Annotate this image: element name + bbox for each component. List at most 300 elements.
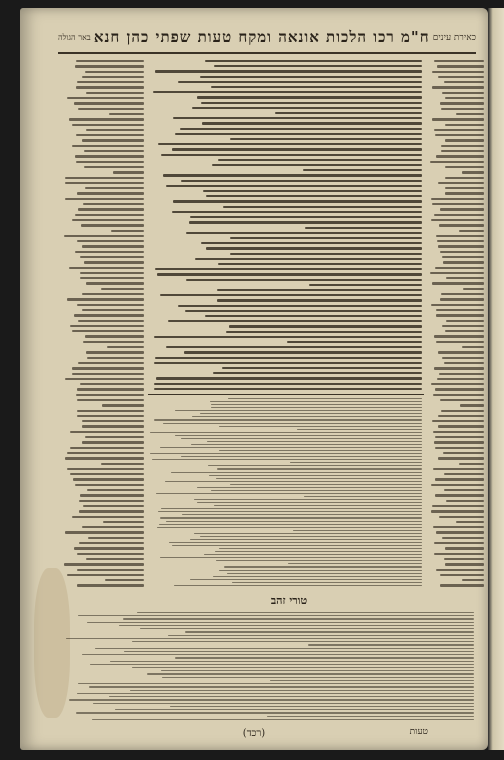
- text-line: [459, 230, 484, 232]
- text-line: [438, 351, 484, 353]
- text-line: [89, 686, 474, 687]
- text-line: [441, 293, 484, 295]
- text-line: [442, 256, 485, 258]
- text-line: [200, 413, 422, 414]
- text-line: [439, 224, 484, 226]
- text-line: [444, 81, 484, 83]
- text-line: [436, 569, 484, 571]
- text-line: [230, 237, 422, 239]
- text-line: [160, 447, 422, 448]
- text-line: [170, 706, 474, 707]
- text-line: [77, 240, 144, 242]
- text-line: [442, 325, 484, 327]
- text-line: [194, 499, 422, 500]
- text-line: [211, 407, 422, 408]
- text-line: [223, 206, 422, 208]
- text-line: [442, 357, 484, 359]
- text-line: [431, 484, 484, 486]
- text-line: [165, 481, 422, 482]
- text-line: [75, 251, 144, 253]
- text-line: [109, 696, 474, 697]
- text-line: [437, 378, 484, 380]
- text-line: [219, 548, 422, 549]
- text-line: [166, 521, 422, 522]
- text-line: [456, 521, 484, 523]
- commentary-column-right: [430, 60, 484, 590]
- text-line: [78, 320, 144, 322]
- text-line: [78, 615, 474, 616]
- text-line: [456, 113, 484, 115]
- text-line: [157, 527, 422, 528]
- text-line: [123, 618, 475, 619]
- text-line: [305, 227, 422, 229]
- text-line: [73, 478, 144, 480]
- text-line: [105, 579, 144, 581]
- text-line: [435, 478, 484, 480]
- text-line: [150, 432, 422, 433]
- text-line: [437, 65, 484, 67]
- text-line: [211, 490, 422, 491]
- text-line: [168, 320, 422, 322]
- text-line: [78, 362, 144, 364]
- commentary-column-left: [64, 60, 144, 590]
- text-line: [434, 553, 484, 555]
- text-line: [155, 357, 422, 359]
- text-line: [82, 425, 144, 427]
- text-line: [77, 584, 144, 586]
- text-line: [86, 92, 144, 94]
- text-line: [440, 298, 484, 300]
- text-line: [171, 472, 422, 473]
- text-line: [154, 388, 422, 390]
- text-line: [153, 91, 422, 93]
- text-line: [69, 118, 144, 120]
- text-line: [207, 441, 422, 442]
- text-line: [230, 253, 422, 255]
- text-line: [211, 86, 422, 88]
- text-line: [434, 60, 484, 62]
- text-line: [86, 282, 144, 284]
- text-line: [178, 305, 422, 307]
- text-line: [175, 657, 474, 658]
- text-line: [195, 258, 422, 260]
- text-line: [101, 288, 144, 290]
- text-line: [185, 310, 422, 312]
- text-line: [72, 145, 144, 147]
- text-line: [181, 438, 422, 439]
- text-line: [76, 86, 144, 88]
- text-line: [288, 563, 422, 564]
- text-line: [290, 462, 422, 463]
- text-line: [158, 143, 422, 145]
- text-line: [201, 102, 422, 104]
- text-line: [67, 468, 144, 470]
- text-line: [185, 631, 475, 632]
- text-line: [113, 171, 144, 173]
- text-line: [459, 463, 484, 465]
- text-line: [434, 542, 484, 544]
- text-line: [218, 263, 422, 265]
- text-line: [446, 277, 484, 279]
- text-line: [160, 557, 422, 558]
- text-line: [81, 224, 144, 226]
- text-line: [434, 441, 484, 443]
- text-line: [190, 216, 422, 218]
- text-line: [77, 410, 144, 412]
- outer-note: באר הגולה: [58, 32, 91, 42]
- text-line: [438, 415, 484, 417]
- text-line: [77, 304, 144, 306]
- text-line: [109, 113, 144, 115]
- text-line: [181, 456, 422, 457]
- text-line: [430, 272, 484, 274]
- text-line: [110, 661, 474, 662]
- text-line: [182, 514, 422, 515]
- text-line: [154, 336, 422, 338]
- text-line: [192, 416, 422, 417]
- text-line: [67, 298, 144, 300]
- text-line: [191, 444, 422, 445]
- text-line: [78, 208, 144, 210]
- text-line: [430, 161, 484, 163]
- text-line: [130, 690, 474, 691]
- text-line: [436, 341, 484, 343]
- text-line: [163, 423, 422, 424]
- text-line: [64, 563, 144, 565]
- text-line: [67, 574, 144, 576]
- text-line: [70, 473, 144, 475]
- text-line: [172, 545, 422, 546]
- text-line: [226, 331, 422, 333]
- text-line: [438, 457, 484, 459]
- text-line: [75, 484, 144, 486]
- text-line: [434, 129, 484, 131]
- text-line: [76, 134, 144, 136]
- text-line: [219, 450, 422, 451]
- text-line: [189, 221, 422, 223]
- text-line: [162, 677, 474, 678]
- text-line: [435, 388, 484, 390]
- text-line: [194, 533, 422, 534]
- text-line: [160, 294, 422, 296]
- text-line: [438, 182, 484, 184]
- text-line: [214, 65, 422, 67]
- text-line: [431, 198, 484, 200]
- text-line: [440, 399, 484, 401]
- text-line: [93, 703, 474, 704]
- text-line: [232, 582, 422, 583]
- text-line: [85, 436, 144, 438]
- text-line: [76, 161, 144, 163]
- text-line: [154, 419, 422, 420]
- text-line: [75, 214, 144, 216]
- text-line: [174, 585, 422, 586]
- text-line: [72, 373, 144, 375]
- text-line: [217, 299, 422, 301]
- text-line: [80, 277, 144, 279]
- text-line: [80, 494, 144, 496]
- text-line: [435, 494, 484, 496]
- text-line: [137, 612, 475, 613]
- text-line: [431, 304, 484, 306]
- text-line: [445, 166, 484, 168]
- text-line: [78, 108, 144, 110]
- text-line: [85, 335, 144, 337]
- text-line: [439, 373, 484, 375]
- text-line: [440, 102, 484, 104]
- text-line: [166, 346, 422, 348]
- text-line: [228, 398, 422, 399]
- text-line: [214, 505, 422, 506]
- text-line: [186, 232, 422, 234]
- text-line: [446, 500, 484, 502]
- text-line: [435, 447, 484, 449]
- text-line: [435, 267, 484, 269]
- running-head: ח"מ רכו הלכות אונאה ומקח טעות שפתי כהן חנא: [93, 27, 430, 46]
- text-line: [65, 198, 144, 200]
- text-line: [152, 459, 422, 460]
- text-line: [437, 240, 484, 242]
- text-line: [445, 177, 484, 179]
- text-line: [202, 122, 422, 124]
- text-line: [180, 128, 422, 130]
- text-line: [201, 242, 422, 244]
- text-line: [92, 719, 474, 720]
- text-line: [82, 526, 144, 528]
- text-line: [229, 325, 422, 327]
- text-line: [82, 309, 144, 311]
- text-line: [219, 570, 422, 571]
- text-line: [440, 584, 484, 586]
- section-divider: [148, 394, 424, 395]
- text-line: [438, 245, 484, 247]
- text-line: [173, 117, 422, 119]
- text-line: [132, 667, 474, 668]
- text-line: [432, 203, 484, 205]
- text-line: [218, 159, 422, 161]
- text-line: [463, 288, 484, 290]
- text-line: [163, 174, 422, 176]
- text-line: [155, 70, 422, 72]
- text-line: [442, 92, 484, 94]
- text-line: [76, 394, 144, 396]
- text-line: [103, 521, 144, 523]
- text-line: [79, 510, 144, 512]
- text-line: [83, 203, 144, 205]
- footer-commentary-block: [64, 612, 474, 720]
- text-line: [87, 357, 144, 359]
- text-line: [75, 65, 144, 67]
- text-line: [212, 164, 422, 166]
- text-line: [161, 154, 422, 156]
- text-line: [440, 574, 484, 576]
- text-line: [436, 235, 484, 237]
- text-line: [224, 566, 422, 567]
- text-line: [445, 563, 484, 565]
- text-line: [445, 187, 484, 189]
- text-line: [158, 511, 422, 512]
- text-line: [192, 107, 422, 109]
- text-line: [83, 505, 144, 507]
- text-line: [436, 155, 484, 157]
- text-line: [222, 367, 422, 369]
- text-line: [432, 71, 484, 73]
- text-line: [217, 289, 422, 291]
- text-line: [206, 247, 422, 249]
- text-line: [181, 180, 422, 182]
- text-line: [82, 441, 144, 443]
- text-line: [107, 346, 144, 348]
- text-line: [65, 531, 144, 533]
- text-line: [70, 325, 144, 327]
- text-line: [227, 573, 422, 574]
- text-line: [175, 133, 422, 135]
- text-line: [72, 367, 144, 369]
- text-line: [442, 537, 484, 539]
- text-line: [462, 346, 484, 348]
- lower-commentary-block: [150, 398, 422, 586]
- text-line: [216, 560, 422, 561]
- text-line: [150, 453, 422, 454]
- text-line: [200, 76, 422, 78]
- text-line: [161, 670, 474, 671]
- text-line: [175, 435, 422, 436]
- text-line: [293, 530, 422, 531]
- text-line: [210, 401, 422, 402]
- text-line: [213, 576, 422, 577]
- text-line: [82, 139, 144, 141]
- text-line: [72, 516, 144, 518]
- text-line: [206, 195, 422, 197]
- catchword: טעות: [409, 727, 428, 737]
- text-line: [82, 654, 474, 655]
- section-title: טורי זהב: [270, 594, 308, 607]
- text-line: [445, 192, 484, 194]
- text-line: [444, 489, 484, 491]
- text-line: [80, 272, 144, 274]
- text-line: [84, 150, 144, 152]
- text-line: [172, 211, 422, 213]
- text-line: [86, 129, 144, 131]
- text-line: [438, 425, 484, 427]
- text-line: [156, 493, 422, 494]
- text-line: [184, 351, 422, 353]
- text-line: [203, 190, 422, 192]
- text-line: [74, 102, 144, 104]
- text-line: [168, 635, 474, 636]
- page-edge: [488, 8, 504, 750]
- text-line: [432, 118, 484, 120]
- main-text-block: [150, 60, 422, 390]
- text-line: [211, 404, 422, 405]
- book-page: [20, 8, 488, 750]
- text-line: [101, 463, 144, 465]
- text-line: [275, 112, 422, 114]
- text-line: [79, 542, 144, 544]
- text-line: [462, 171, 484, 173]
- text-line: [95, 648, 474, 649]
- text-line: [190, 539, 422, 540]
- text-line: [436, 314, 484, 316]
- text-line: [77, 399, 144, 401]
- text-line: [90, 664, 474, 665]
- text-line: [303, 169, 422, 171]
- text-line: [200, 536, 422, 537]
- text-line: [444, 362, 484, 364]
- text-line: [84, 261, 144, 263]
- text-line: [87, 489, 144, 491]
- text-line: [444, 473, 484, 475]
- text-line: [434, 335, 484, 337]
- text-line: [445, 124, 484, 126]
- text-line: [217, 468, 422, 469]
- text-line: [443, 261, 484, 263]
- text-line: [69, 267, 144, 269]
- text-line: [74, 547, 144, 549]
- text-line: [432, 86, 484, 88]
- text-line: [267, 716, 474, 717]
- text-line: [102, 404, 144, 406]
- text-line: [205, 60, 422, 62]
- text-line: [77, 388, 144, 390]
- text-line: [169, 542, 422, 543]
- text-line: [65, 378, 144, 380]
- text-line: [462, 579, 484, 581]
- text-line: [440, 251, 484, 253]
- text-line: [86, 558, 144, 560]
- text-line: [436, 531, 484, 533]
- text-line: [76, 712, 474, 713]
- text-line: [111, 230, 144, 232]
- text-line: [79, 500, 144, 502]
- text-line: [433, 431, 484, 433]
- text-line: [446, 320, 484, 322]
- text-line: [441, 410, 484, 412]
- text-line: [154, 362, 422, 364]
- text-line: [438, 76, 484, 78]
- text-line: [77, 192, 144, 194]
- text-line: [439, 516, 484, 518]
- text-line: [197, 487, 422, 488]
- text-line: [65, 457, 144, 459]
- text-line: [77, 81, 144, 83]
- text-line: [80, 383, 144, 385]
- text-line: [197, 502, 422, 503]
- text-line: [197, 96, 423, 98]
- text-line: [154, 383, 422, 385]
- text-line: [157, 273, 422, 275]
- text-line: [190, 579, 422, 580]
- text-line: [433, 526, 484, 528]
- text-line: [433, 394, 484, 396]
- text-line: [80, 256, 144, 258]
- text-line: [441, 108, 484, 110]
- text-line: [445, 330, 484, 332]
- text-line: [186, 279, 422, 281]
- text-line: [83, 341, 144, 343]
- text-line: [76, 60, 144, 62]
- text-line: [204, 554, 422, 555]
- text-line: [159, 524, 422, 525]
- text-line: [140, 628, 474, 629]
- text-line: [160, 517, 422, 518]
- text-line: [216, 478, 422, 479]
- text-line: [70, 431, 144, 433]
- text-line: [85, 71, 144, 73]
- text-line: [77, 553, 144, 555]
- text-line: [178, 81, 422, 83]
- text-line: [434, 214, 484, 216]
